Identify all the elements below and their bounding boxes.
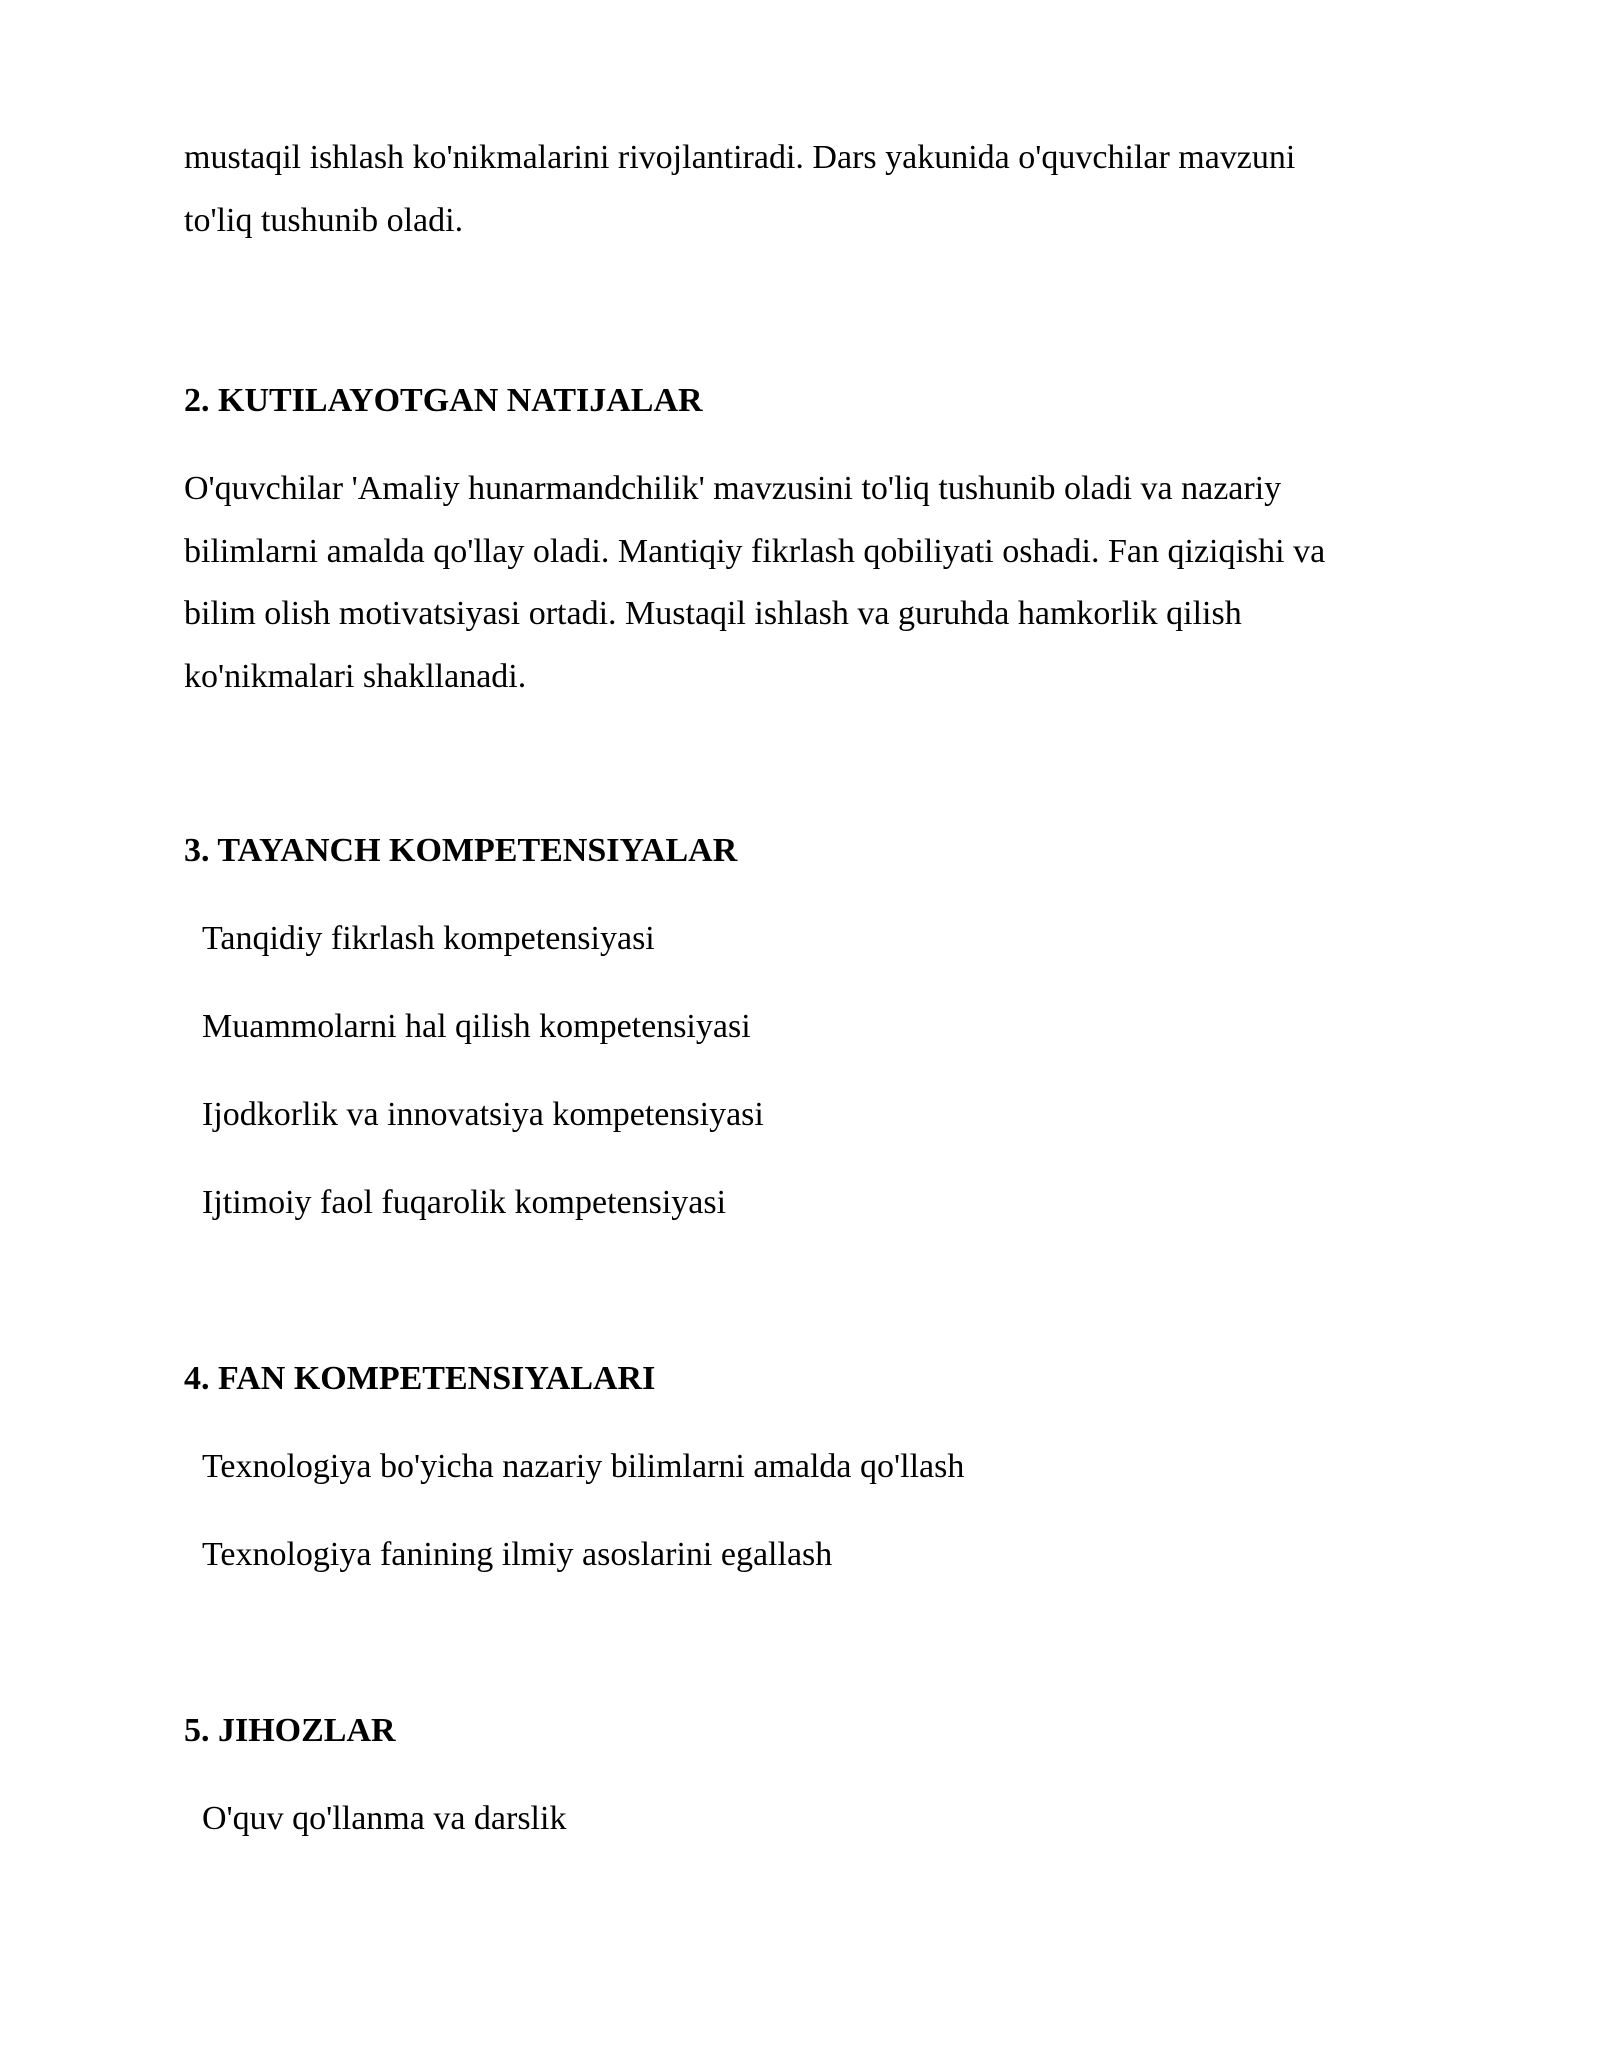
intro-line-1: mustaqil ishlash ko'nikmalarini rivojlantiradi. Dars yakunida o'quvchilar mavzuni bbox=[184, 139, 1296, 176]
list-item: Ijtimoiy faol fuqarolik kompetensiyasi bbox=[202, 1184, 727, 1221]
list-item: Muammolarni hal qilish kompetensiyasi bbox=[202, 1008, 751, 1045]
list-item: O'quv qo'llanma va darslik bbox=[202, 1800, 567, 1837]
section-2-heading: 2. KUTILAYOTGAN NATIJALAR bbox=[184, 382, 703, 419]
list-item: Texnologiya bo'yicha nazariy bilimlarni amalda qo'llash bbox=[202, 1448, 965, 1485]
section-2-line-4: ko'nikmalari shakllanadi. bbox=[184, 658, 527, 695]
section-4-heading: 4. FAN KOMPETENSIYALARI bbox=[184, 1360, 656, 1397]
section-3-heading: 3. TAYANCH KOMPETENSIYALAR bbox=[184, 832, 738, 869]
section-2-line-2: bilimlarni amalda qo'llay oladi. Mantiqiy fikrlash qobiliyati oshadi. Fan qiziqishi va bbox=[184, 533, 1326, 570]
section-5-heading: 5. JIHOZLAR bbox=[184, 1712, 396, 1749]
section-2-line-1: O'quvchilar 'Amaliy hunarmandchilik' mavzusini to'liq tushunib oladi va nazariy bbox=[184, 470, 1282, 507]
list-item: Tanqidiy fikrlash kompetensiyasi bbox=[202, 920, 655, 957]
list-item: Texnologiya fanining ilmiy asoslarini egallash bbox=[202, 1536, 833, 1573]
intro-line-2: to'liq tushunib oladi. bbox=[184, 202, 464, 239]
list-item: Ijodkorlik va innovatsiya kompetensiyasi bbox=[202, 1096, 764, 1133]
section-2-line-3: bilim olish motivatsiyasi ortadi. Mustaqil ishlash va guruhda hamkorlik qilish bbox=[184, 595, 1242, 632]
